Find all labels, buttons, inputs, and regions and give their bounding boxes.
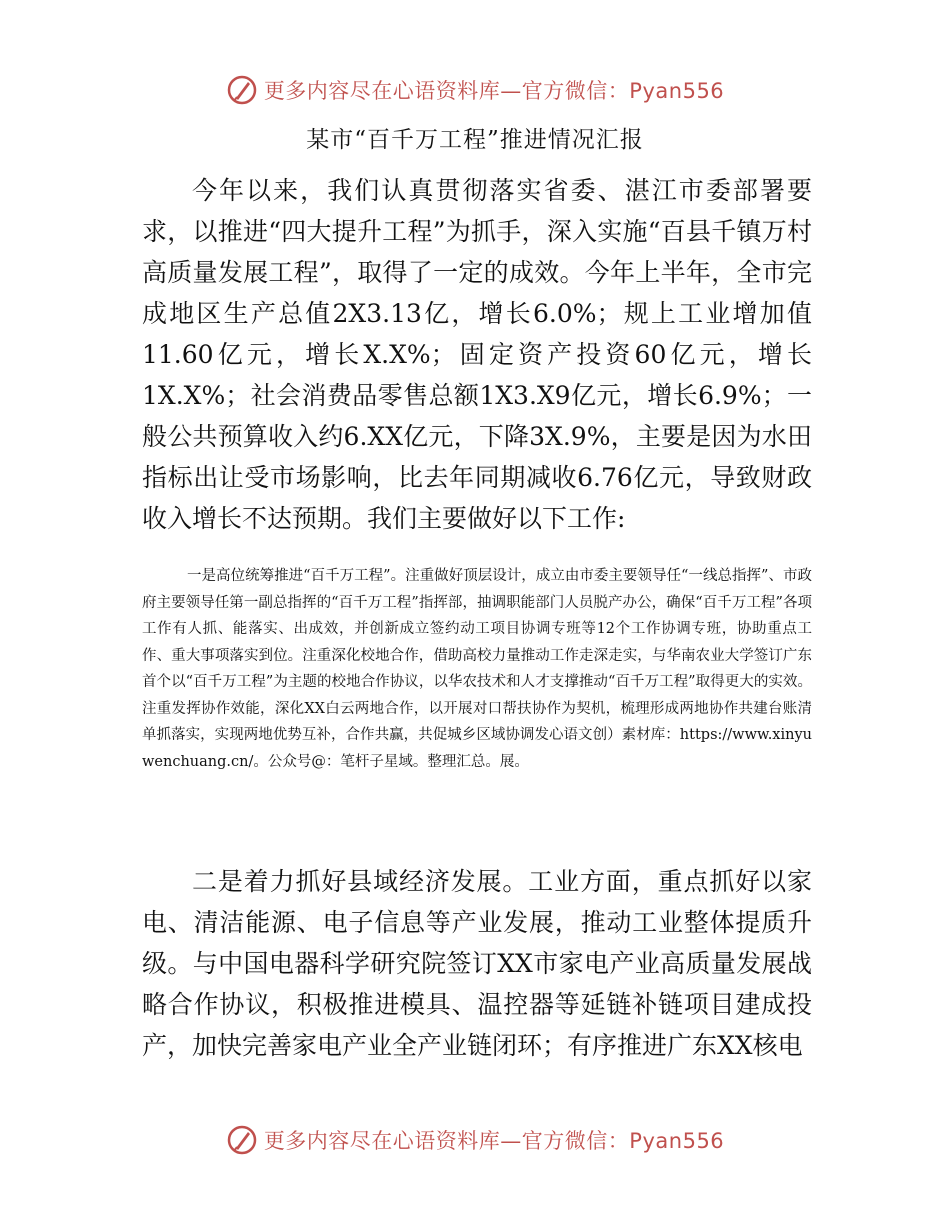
watermark-text: 更多内容尽在心语资料库—官方微信：Pyan556 (263, 1129, 725, 1153)
quill-logo-icon (226, 1124, 258, 1156)
intro-paragraph: 今年以来，我们认真贯彻落实省委、湛江市委部署要求，以推进“四大提升工程”为抓手，深入实施“百县千镇万村高质量发展工程”，取得了一定的成效。今年上半年，全市完成地区生产总值2X3.13亿，增长6.0%；规上工业增加值11.60亿元，增长X.X%；固定资产投资60亿元，增长1X.X%；社会消费品零售总额1X3.X9亿元，增长6.9%；一般公共预算收入约6.XX亿元，下降3X.9%，主要是因为水田指标出让受市场影响，比去年同期减收6.76亿元，导致财政收入增长不达预期。我们主要做好以下工作: (142, 176, 812, 533)
quill-logo-icon (226, 74, 258, 106)
section-two-paragraph: 二是着力抓好县域经济发展。工业方面，重点抓好以家电、清洁能源、电子信息等产业发展，推动工业整体提质升级。与中国电器科学研究院签订XX市家电产业高质量发展战略合作协议，积极推进模具、温控器等延链补链项目建成投产，加快完善家电产业全产业链闭环；有序推进广东XX核电 (142, 867, 812, 1060)
header-watermark-banner (0, 70, 950, 110)
watermark-text: 更多内容尽在心语资料库—官方微信：Pyan556 (263, 79, 725, 103)
section-one-paragraph: 一是高位统筹推进“百千万工程”。注重做好顶层设计，成立由市委主要领导任“一线总指挥”、市政府主要领导任第一副总指挥的“百千万工程”指挥部，抽调职能部门人员脱产办公，确保“百千万工程”各项工作有人抓、能落实、出成效，并创新成立签约动工项目协调专班等12个工作协调专班，协助重点工作、重大事项落实到位。注重深化校地合作，借助高校力量推动工作走深走实，与华南农业大学签订广东首个以“百千万工程”为主题的校地合作协议，以华农技术和人才支撑推动“百千万工程”取得更大的实效。注重发挥协作效能，深化XX白云两地合作，以开展对口帮扶协作为契机，梳理形成两地协作共建台账清单抓落实，实现两地优势互补，合作共赢，共促城乡区域协调发心语文创）素材库：https://www.xinyuwenchuang.cn/。公众号@：笔杆子星域。整理汇总。展。 (142, 568, 812, 770)
footer-watermark-banner (0, 1120, 950, 1160)
document-title: 某市“百千万工程”推进情况汇报 (306, 127, 644, 153)
